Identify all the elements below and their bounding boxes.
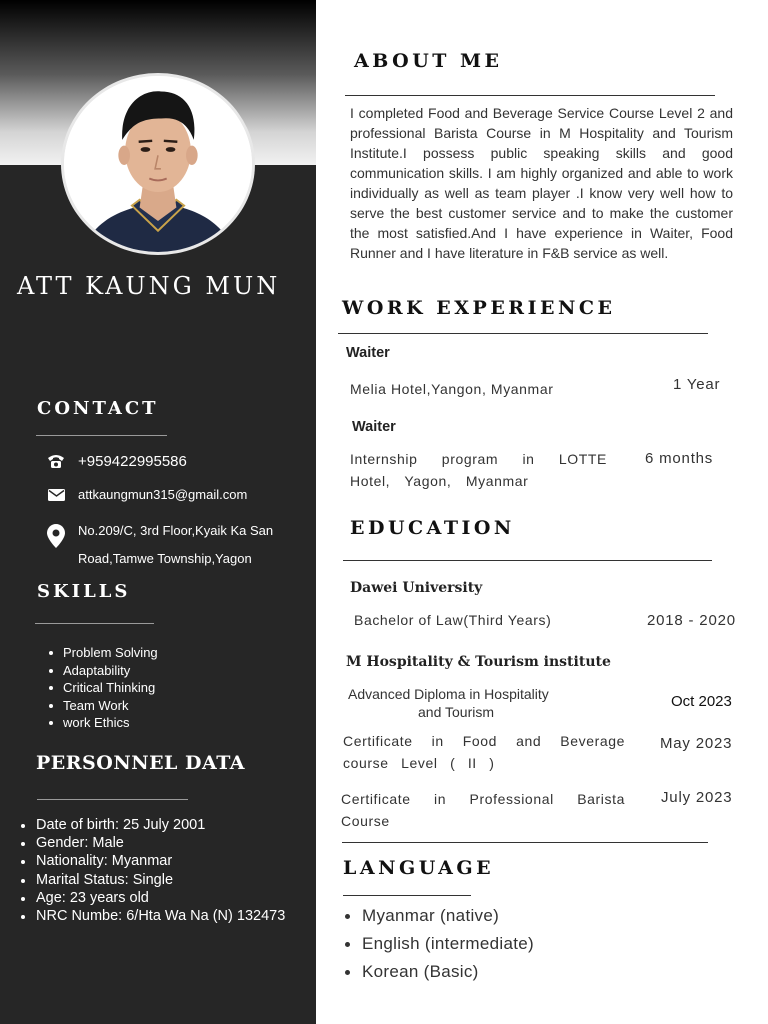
list-item: Adaptability (48, 662, 158, 680)
school-name: Dawei University (350, 580, 483, 596)
profile-photo (61, 73, 255, 255)
list-item: Gender: Male (20, 834, 285, 852)
list-item: Nationality: Myanmar (20, 852, 285, 870)
certificate-date: July 2023 (661, 789, 733, 806)
list-item: Team Work (48, 697, 158, 715)
skills-title: SKILLS (37, 581, 131, 602)
list-item: Marital Status: Single (20, 871, 285, 889)
about-text: I completed Food and Beverage Service Course Level 2 and professional Barista Course in M Hospitality and Tourism Institute.I possess public speaking skills and good communication skills. I am highly organized and able to work individually as well as team player .I know very well how to serve the best customer service and to make the customer the most satisfied.And I have experience in Waiter, Food Runner and I have literature in F&B service as well. (350, 105, 733, 261)
job-place: Melia Hotel,Yangon, Myanmar (350, 381, 554, 397)
education-divider (343, 560, 712, 561)
certificate-date: May 2023 (660, 735, 733, 752)
certificate-name: Certificate in Professional Barista Course (341, 791, 625, 829)
language-list (343, 903, 534, 987)
degree-date: 2018 - 2020 (647, 612, 736, 629)
left-sidebar (0, 0, 316, 1024)
school-name: M Hospitality & Tourism institute (346, 654, 611, 670)
list-item: Korean (Basic) (343, 959, 534, 987)
list-item: Myanmar (native) (343, 903, 534, 931)
contact-address (46, 522, 273, 573)
email-address[interactable]: attkaungmun315@gmail.com (78, 487, 248, 502)
about-divider (345, 95, 715, 96)
list-item: NRC Numbe: 6/Hta Wa Na (N) 132473 (20, 907, 285, 925)
address-line-2: Road,Tamwe Township,Yagon (78, 551, 252, 566)
address-line-1: No.209/C, 3rd Floor,Kyaik Ka San (78, 523, 274, 538)
language-divider (343, 895, 471, 896)
work-title: WORK EXPERIENCE (342, 297, 616, 319)
personnel-divider (37, 799, 188, 800)
skills-list (48, 644, 158, 732)
certificate-name: Certificate in Food and Beverage course Level ( II ) (343, 733, 625, 771)
list-item: work Ethics (48, 714, 158, 732)
diploma-line-2: and Tourism (418, 704, 495, 720)
phone-number[interactable]: +959422995586 (78, 453, 187, 470)
list-item: Date of birth: 25 July 2001 (20, 816, 285, 834)
degree-name: Bachelor of Law(Third Years) (354, 612, 552, 628)
list-item: Age: 23 years old (20, 889, 285, 907)
personnel-list (20, 816, 285, 925)
diploma-date: Oct 2023 (671, 693, 732, 710)
diploma-name (348, 685, 588, 721)
list-item: Problem Solving (48, 644, 158, 662)
job-title: Waiter (352, 419, 396, 435)
candidate-name: ATT KAUNG MUN (17, 272, 281, 300)
contact-divider (36, 435, 167, 436)
email-icon (46, 487, 66, 501)
personnel-title: PERSONNEL DATA (36, 752, 246, 774)
about-title: ABOUT ME (354, 50, 503, 72)
address-text (78, 517, 273, 573)
contact-title: CONTACT (37, 398, 159, 419)
phone-icon (46, 453, 66, 469)
language-title: LANGUAGE (343, 857, 495, 879)
job-duration: 6 months (645, 450, 714, 467)
list-item: Critical Thinking (48, 679, 158, 697)
contact-email (46, 487, 247, 502)
skills-divider (35, 623, 154, 624)
job-title: Waiter (346, 345, 390, 361)
location-icon (46, 522, 66, 548)
diploma-line-1: Advanced Diploma in Hospitality (348, 686, 549, 702)
job-place: Internship program in LOTTE Hotel, Yagon, Myanmar (350, 451, 607, 489)
contact-phone (46, 453, 187, 470)
job-duration: 1 Year (673, 376, 721, 393)
education-title: EDUCATION (350, 517, 515, 539)
education-bottom-divider (342, 842, 708, 843)
list-item: English (intermediate) (343, 931, 534, 959)
work-divider (338, 333, 708, 334)
